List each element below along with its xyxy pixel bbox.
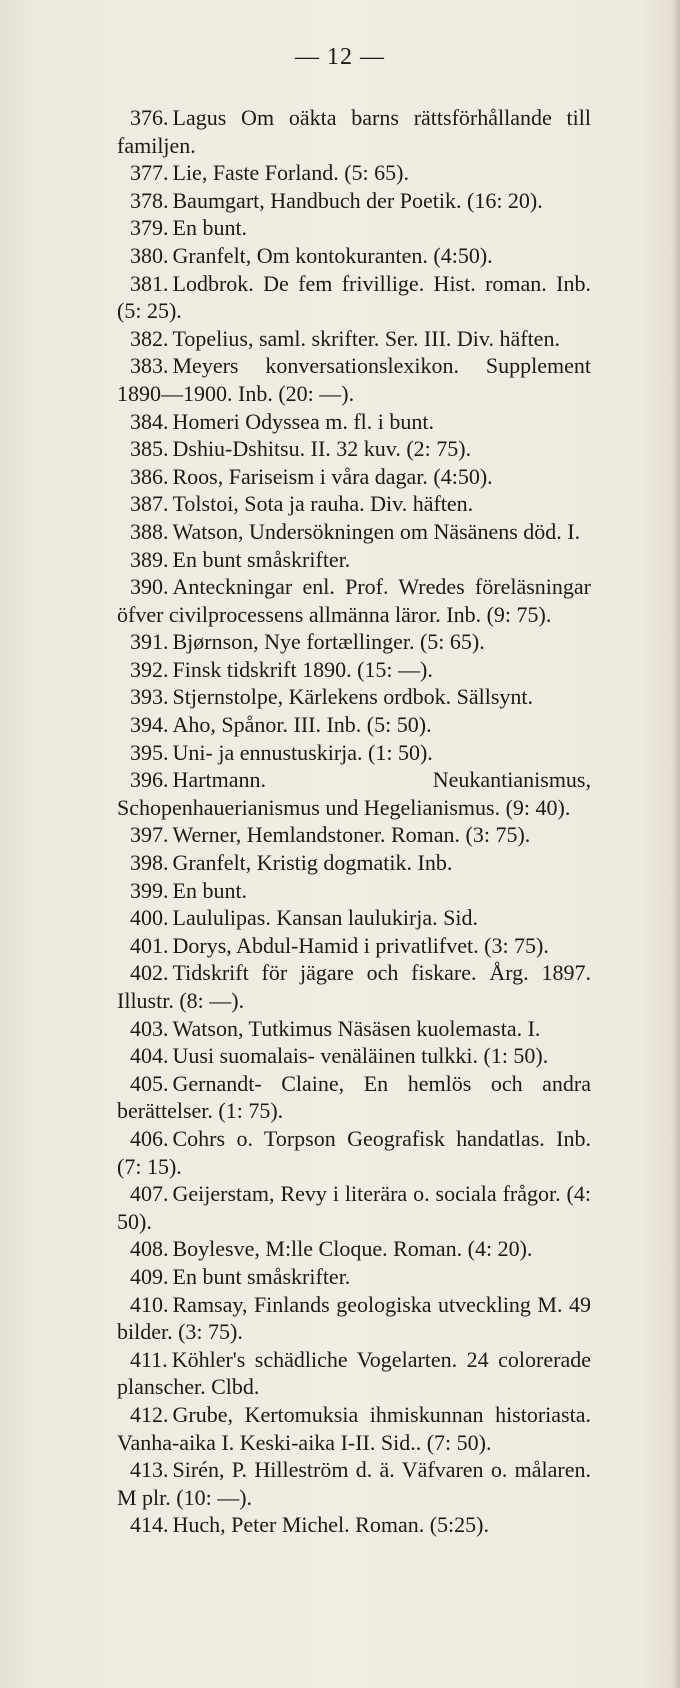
- catalog-entry: [117, 352, 591, 407]
- catalog-entry: [117, 739, 591, 767]
- entry-text: Laululipas. Kansan laulukirja. Sid.: [172, 905, 478, 931]
- catalog-entry: [117, 766, 591, 821]
- entry-text: Topelius, saml. skrifter. Ser. III. Div. häften.: [172, 325, 560, 351]
- entry-number: 401.: [130, 932, 169, 958]
- catalog-entry: [117, 187, 591, 215]
- catalog-list: [117, 104, 591, 1539]
- entry-number: 405.: [130, 1070, 169, 1096]
- entry-text: Aho, Spånor. III. Inb. (5: 50).: [172, 712, 432, 738]
- entry-text: Köhler's schädliche Vogelarten. 24 colorerade planscher. Clbd.: [117, 1346, 591, 1400]
- entry-text: Watson, Tutkimus Näsäsen kuolemasta. I.: [172, 1015, 541, 1041]
- entry-text: Huch, Peter Michel. Roman. (5:25).: [172, 1512, 489, 1538]
- entry-number: 404.: [130, 1043, 169, 1069]
- catalog-entry: [117, 959, 591, 1014]
- entry-number: 409.: [130, 1263, 169, 1289]
- catalog-entry: [117, 1180, 591, 1235]
- catalog-entry: [117, 877, 591, 905]
- entry-number: 411.: [130, 1346, 168, 1372]
- entry-number: 387.: [130, 491, 169, 517]
- entry-text: Uni- ja ennustuskirja. (1: 50).: [172, 739, 433, 765]
- catalog-entry: [117, 325, 591, 353]
- entry-text: Uusi suomalais- venäläinen tulkki. (1: 50).: [172, 1043, 549, 1069]
- catalog-entry: [117, 683, 591, 711]
- entry-number: 399.: [130, 877, 169, 903]
- entry-number: 385.: [130, 436, 169, 462]
- catalog-entry: [117, 711, 591, 739]
- catalog-entry: [117, 1401, 591, 1456]
- entry-text: Lie, Faste Forland. (5: 65).: [172, 160, 409, 186]
- entry-number: 392.: [130, 656, 169, 682]
- catalog-entry: [117, 1235, 591, 1263]
- entry-number: 389.: [130, 546, 169, 572]
- catalog-entry: [117, 628, 591, 656]
- catalog-entry: [117, 1346, 591, 1401]
- entry-number: 380.: [130, 242, 169, 268]
- entry-text: Lodbrok. De fem frivillige. Hist. roman. Inb. (5: 25).: [117, 270, 591, 324]
- entry-number: 386.: [130, 463, 169, 489]
- entry-text: En bunt.: [172, 877, 248, 903]
- entry-number: 396.: [130, 767, 169, 793]
- entry-number: 388.: [130, 518, 169, 544]
- catalog-entry: [117, 546, 591, 574]
- entry-number: 403.: [130, 1015, 169, 1041]
- entry-number: 410.: [130, 1291, 169, 1317]
- entry-number: 383.: [130, 353, 169, 379]
- entry-number: 390.: [130, 574, 169, 600]
- catalog-entry: [117, 518, 591, 546]
- entry-text: Homeri Odyssea m. fl. i bunt.: [172, 408, 435, 434]
- entry-text: Bjørnson, Nye fortællinger. (5: 65).: [172, 629, 485, 655]
- catalog-entry: [117, 656, 591, 684]
- entry-number: 382.: [130, 325, 169, 351]
- entry-number: 408.: [130, 1236, 169, 1262]
- entry-text: Cohrs o. Torpson Geografisk handatlas. Inb. (7: 15).: [117, 1125, 591, 1179]
- entry-text: Hartmann. Neukantianismus, Schopenhauerianismus und Hegelianismus. (9: 40).: [117, 767, 591, 820]
- entry-number: 379.: [130, 215, 169, 241]
- entry-number: 391.: [130, 629, 169, 655]
- catalog-entry: [117, 1263, 591, 1291]
- catalog-entry: [117, 1015, 591, 1043]
- entry-text: Geijerstam, Revy i literära o. sociala frågor. (4: 50).: [117, 1181, 591, 1234]
- entry-text: En bunt.: [172, 215, 248, 241]
- catalog-entry: [117, 1511, 591, 1539]
- entry-text: Stjernstolpe, Kärlekens ordbok. Sällsynt.: [172, 684, 534, 710]
- catalog-entry: [117, 270, 591, 325]
- entry-number: 413.: [130, 1457, 169, 1483]
- entry-text: En bunt småskrifter.: [172, 1263, 351, 1289]
- entry-text: Boylesve, M:lle Cloque. Roman. (4: 20).: [172, 1236, 533, 1262]
- catalog-entry: [117, 1070, 591, 1125]
- entry-number: 414.: [130, 1512, 169, 1538]
- entry-text: Werner, Hemlandstoner. Roman. (3: 75).: [172, 822, 531, 848]
- entry-text: Tidskrift för jägare och fiskare. Årg. 1897. Illustr. (8: —).: [117, 960, 591, 1013]
- entry-text: Tolstoi, Sota ja rauha. Div. häften.: [172, 491, 474, 517]
- entry-text: Lagus Om oäkta barns rättsförhållande till familjen.: [117, 105, 591, 158]
- page-edge-shadow: [672, 0, 680, 1688]
- entry-text: Grube, Kertomuksia ihmiskunnan historiasta. Vanha-aika I. Keski-aika I-II. Sid.. (7: 50).: [117, 1401, 591, 1455]
- entry-text: Roos, Fariseism i våra dagar. (4:50).: [172, 463, 493, 489]
- entry-number: 406.: [130, 1125, 169, 1151]
- entry-text: Dorys, Abdul-Hamid i privatlifvet. (3: 75).: [172, 932, 549, 958]
- catalog-entry: [117, 849, 591, 877]
- entry-number: 384.: [130, 408, 169, 434]
- entry-text: Dshiu-Dshitsu. II. 32 kuv. (2: 75).: [172, 436, 472, 462]
- page-number: — 12 —: [295, 44, 385, 70]
- entry-text: Meyers konversationslexikon. Supplement 1890—1900. Inb. (20: —).: [117, 353, 591, 406]
- entry-text: En bunt småskrifter.: [172, 546, 351, 572]
- entry-number: 378.: [130, 187, 169, 213]
- entry-number: 398.: [130, 850, 169, 876]
- catalog-entry: [117, 821, 591, 849]
- entry-number: 400.: [130, 905, 169, 931]
- entry-number: 412.: [130, 1401, 169, 1427]
- entry-number: 376.: [130, 105, 169, 130]
- entry-text: Baumgart, Handbuch der Poetik. (16: 20).: [172, 187, 543, 213]
- catalog-entry: [117, 490, 591, 518]
- entry-number: 394.: [130, 712, 169, 738]
- entry-text: Granfelt, Om kontokuranten. (4:50).: [172, 242, 493, 268]
- catalog-entry: [117, 904, 591, 932]
- entry-text: Anteckningar enl. Prof. Wredes föreläsningar öfver civilprocessens allmänna läror. Inb. (9: 75).: [117, 574, 591, 627]
- entry-number: 402.: [130, 960, 169, 986]
- catalog-entry: [117, 159, 591, 187]
- entry-text: Gernandt- Claine, En hemlös och andra berättelser. (1: 75).: [117, 1070, 591, 1124]
- catalog-entry: [117, 1291, 591, 1346]
- catalog-entry: [117, 573, 591, 628]
- entry-text: Ramsay, Finlands geologiska utveckling M. 49 bilder. (3: 75).: [117, 1291, 591, 1345]
- entry-number: 393.: [130, 684, 169, 710]
- entry-text: Watson, Undersökningen om Näsänens död. I.: [172, 518, 581, 544]
- entry-number: 397.: [130, 822, 169, 848]
- entry-text: Sirén, P. Hilleström d. ä. Väfvaren o. målaren. M plr. (10: —).: [117, 1457, 591, 1510]
- catalog-entry: [117, 214, 591, 242]
- catalog-entry: [117, 242, 591, 270]
- entry-text: Finsk tidskrift 1890. (15: —).: [172, 656, 433, 682]
- catalog-entry: [117, 1125, 591, 1180]
- catalog-entry: [117, 435, 591, 463]
- entry-number: 395.: [130, 739, 169, 765]
- catalog-entry: [117, 104, 591, 159]
- catalog-entry: [117, 1456, 591, 1511]
- catalog-entry: [117, 1042, 591, 1070]
- entry-number: 381.: [130, 270, 169, 296]
- catalog-entry: [117, 408, 591, 436]
- entry-text: Granfelt, Kristig dogmatik. Inb.: [172, 850, 453, 876]
- catalog-entry: [117, 932, 591, 960]
- catalog-entry: [117, 463, 591, 491]
- entry-number: 377.: [130, 160, 169, 186]
- entry-number: 407.: [130, 1181, 169, 1207]
